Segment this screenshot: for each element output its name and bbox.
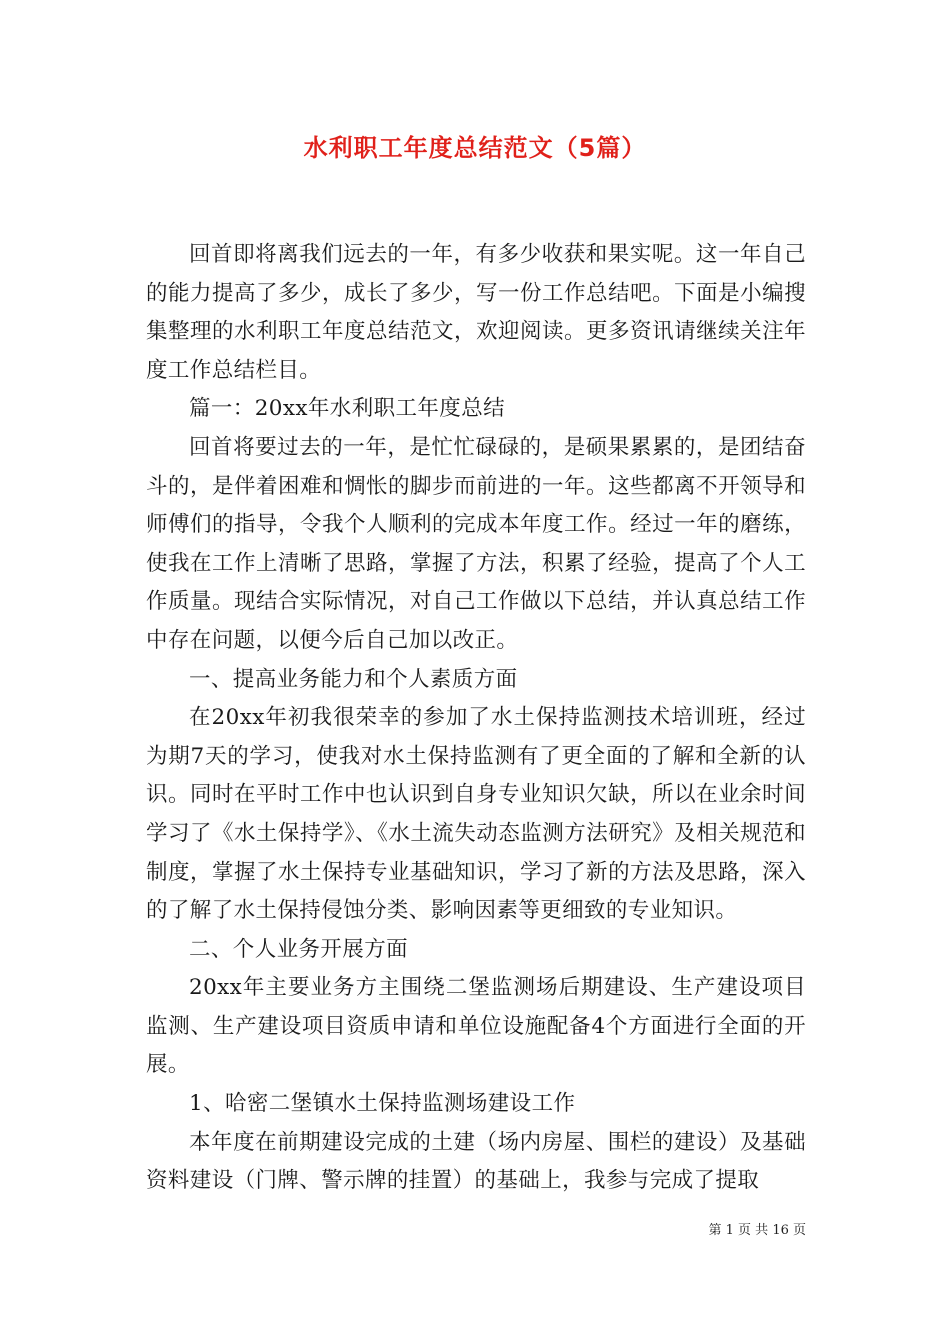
subheading-ability: 一、提高业务能力和个人素质方面 (189, 666, 518, 692)
review-paragraph: 回首将要过去的一年，是忙忙碌碌的，是硕果累累的，是团结奋斗的，是伴着困难和惆怅的脚步而前进的一年。这些都离不开领导和师傅们的指导，令我个人顺利的完成本年度工作。经过一年的磨练，使我在工作上清晰了思路，掌握了方法，积累了经验，提高了个人工作质量。现结合实际情况，对自己工作做以下总结，并认真总结工作中存在问题，以便今后自己加以改正。 (146, 434, 806, 653)
subheading-business: 二、个人业务开展方面 (189, 936, 409, 962)
monitoring-site-paragraph: 本年度在前期建设完成的土建（场内房屋、围栏的建设）及基础资料建设（门牌、警示牌的挂置）的基础上，我参与完成了提取 (146, 1129, 806, 1194)
subheading-monitoring-site: 1、哈密二堡镇水土保持监测场建设工作 (189, 1091, 576, 1117)
page-number-footer: 第 1 页 共 16 页 (708, 1223, 806, 1238)
business-paragraph: 20xx年主要业务方主围绕二堡监测场后期建设、生产建设项目监测、生产建设项目资质申请和单位设施配备4个方面进行全面的开展。 (146, 975, 806, 1078)
section-heading-part-one: 篇一：20xx年水利职工年度总结 (189, 396, 506, 422)
training-paragraph: 在20xx年初我很荣幸的参加了水土保持监测技术培训班，经过为期7天的学习，使我对水土保持监测有了更全面的了解和全新的认识。同时在平时工作中也认识到自身专业知识欠缺，所以在业余时间学习了《水土保持学》、《水土流失动态监测方法研究》及相关规范和制度，掌握了水土保持专业基础知识，学习了新的方法及思路，深入的了解了水土保持侵蚀分类、影响因素等更细致的专业知识。 (146, 705, 806, 924)
document-title: 水利职工年度总结范文（5篇） (303, 134, 647, 162)
document-body (146, 236, 806, 1201)
intro-paragraph: 回首即将离我们远去的一年，有多少收获和果实呢。这一年自己的能力提高了多少，成长了多少，写一份工作总结吧。下面是小编搜集整理的水利职工年度总结范文，欢迎阅读。更多资讯请继续关注年度工作总结栏目。 (146, 242, 806, 383)
